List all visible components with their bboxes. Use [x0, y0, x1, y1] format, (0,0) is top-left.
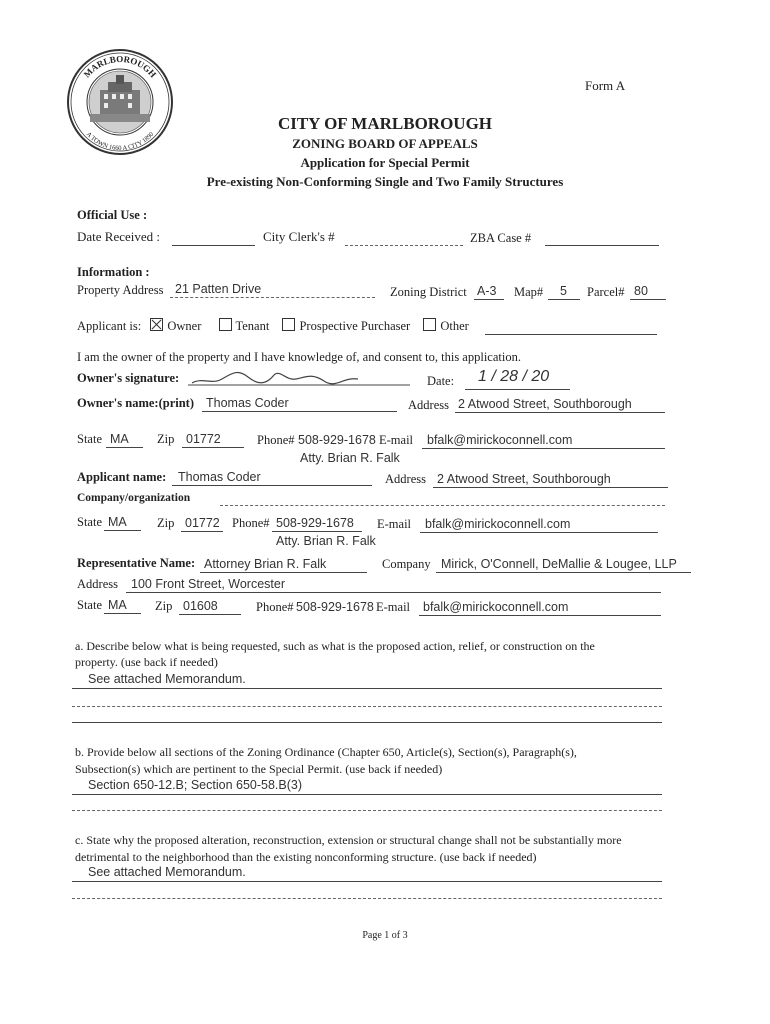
- question-a-answer[interactable]: See attached Memorandum.: [88, 672, 246, 686]
- svg-text:MARLBOROUGH: MARLBOROUGH: [81, 53, 159, 80]
- owner-email-line: [422, 448, 665, 449]
- question-a-line-1: [72, 688, 662, 689]
- representative-address-label: Address: [77, 577, 118, 591]
- page-number: Page 1 of 3: [362, 930, 408, 941]
- question-a-line-2: [72, 706, 662, 707]
- question-a-text-line1: a. Describe below what is being requested, such as what is the proposed action, relief, or construction on the: [75, 639, 595, 653]
- owner-name-label: Owner's name:(print): [77, 396, 194, 410]
- zoning-district-label: Zoning District: [390, 285, 467, 299]
- official-use-heading: Official Use :: [77, 208, 148, 222]
- city-clerk-label: City Clerk's #: [263, 229, 335, 244]
- representative-company-value[interactable]: Mirick, O'Connell, DeMallie & Lougee, LLP: [441, 557, 677, 571]
- owner-zip-value[interactable]: 01772: [186, 432, 221, 446]
- city-clerk-field[interactable]: [345, 245, 463, 246]
- date-received-label: Date Received :: [77, 229, 161, 244]
- city-title: CITY OF MARLBOROUGH: [277, 114, 493, 133]
- owner-signature[interactable]: [188, 363, 413, 389]
- representative-phone-label: Phone#: [256, 600, 294, 614]
- application-title: Application for Special Permit: [300, 155, 470, 170]
- applicant-phone-label: Phone#: [232, 516, 270, 530]
- zoning-district-line: [474, 299, 504, 300]
- property-address-value[interactable]: 21 Patten Drive: [175, 282, 262, 296]
- applicant-name-value[interactable]: Thomas Coder: [178, 470, 261, 484]
- parcel-label: Parcel#: [587, 285, 625, 299]
- representative-state-label: State: [77, 598, 102, 612]
- property-address-line: [170, 297, 375, 298]
- question-c-line-1: [72, 881, 662, 882]
- owner-state-label: State: [77, 432, 102, 446]
- question-c-text-line1: c. State why the proposed alteration, reconstruction, extension or structural change shall not be substantially more: [75, 833, 622, 847]
- map-label: Map#: [514, 285, 544, 299]
- question-a-line-3: [72, 722, 662, 723]
- map-value[interactable]: 5: [560, 284, 567, 298]
- owner-option-label: Owner: [167, 319, 202, 333]
- applicant-phone-value[interactable]: 508-929-1678: [276, 516, 354, 530]
- board-title: ZONING BOARD OF APPEALS: [292, 136, 478, 151]
- representative-state-line: [104, 613, 141, 614]
- owner-date-value[interactable]: 1 / 28 / 20: [478, 368, 550, 385]
- representative-email-value[interactable]: bfalk@mirickoconnell.com: [423, 600, 569, 614]
- applicant-phone-line: [272, 531, 362, 532]
- owner-checkbox[interactable]: [150, 318, 163, 331]
- applicant-state-label: State: [77, 515, 102, 529]
- form-subtitle: Pre-existing Non-Conforming Single and Two Family Structures: [206, 174, 564, 189]
- applicant-is-label: Applicant is:: [77, 319, 142, 333]
- owner-date-label: Date:: [427, 374, 455, 388]
- representative-company-label: Company: [382, 557, 431, 571]
- question-b-answer[interactable]: Section 650-12.B; Section 650-58.B(3): [88, 778, 303, 792]
- owner-zip-label: Zip: [157, 432, 175, 446]
- representative-company-line: [436, 572, 691, 573]
- applicant-state-value[interactable]: MA: [108, 515, 127, 529]
- other-option-label: Other: [440, 319, 469, 333]
- form-label: Form A: [585, 78, 626, 93]
- property-address-label: Property Address: [77, 283, 164, 297]
- representative-address-line: [126, 592, 661, 593]
- owner-phone-label: Phone#: [257, 433, 295, 447]
- owner-consent-statement: I am the owner of the property and I have knowledge of, and consent to, this application.: [77, 350, 521, 364]
- applicant-state-line: [104, 530, 141, 531]
- representative-name-line: [200, 572, 367, 573]
- representative-zip-label: Zip: [155, 599, 173, 613]
- question-c-text-line2: detrimental to the neighborhood than the existing nonconforming structure. (use back if needed): [75, 850, 537, 864]
- applicant-address-line: [433, 487, 668, 488]
- svg-text:A TOWN 1660 A CITY 1890: A TOWN 1660 A CITY 1890: [84, 130, 156, 153]
- applicant-atty-note: Atty. Brian R. Falk: [276, 534, 376, 548]
- applicant-name-line: [172, 485, 372, 486]
- question-b-text-line2: Subsection(s) which are pertinent to the Special Permit. (use back if needed): [75, 762, 443, 776]
- zoning-district-value[interactable]: A-3: [477, 284, 497, 298]
- prospective-purchaser-checkbox[interactable]: [282, 318, 295, 331]
- owner-date-line: [465, 389, 570, 390]
- question-c-answer[interactable]: See attached Memorandum.: [88, 865, 246, 879]
- owner-email-value[interactable]: bfalk@mirickoconnell.com: [427, 433, 573, 447]
- parcel-line: [630, 299, 666, 300]
- zba-case-field[interactable]: [545, 245, 659, 246]
- owner-zip-line: [182, 447, 244, 448]
- applicant-name-label: Applicant name:: [77, 470, 167, 484]
- owner-address-value[interactable]: 2 Atwood Street, Southborough: [458, 397, 632, 411]
- prospective-purchaser-option-label: Prospective Purchaser: [299, 319, 411, 333]
- owner-address-label: Address: [408, 398, 449, 412]
- date-received-field[interactable]: [172, 245, 255, 246]
- tenant-checkbox[interactable]: [219, 318, 232, 331]
- other-checkbox[interactable]: [423, 318, 436, 331]
- company-organization-field[interactable]: [220, 505, 665, 506]
- parcel-value[interactable]: 80: [634, 284, 648, 298]
- applicant-email-label: E-mail: [377, 517, 412, 531]
- applicant-is-row: [77, 318, 469, 334]
- owner-email-label: E-mail: [379, 433, 414, 447]
- tenant-option-label: Tenant: [235, 319, 270, 333]
- owner-state-line: [106, 447, 143, 448]
- representative-address-value[interactable]: 100 Front Street, Worcester: [131, 577, 285, 591]
- map-line: [548, 299, 580, 300]
- information-heading: Information :: [77, 265, 150, 279]
- owner-name-line: [202, 411, 397, 412]
- applicant-address-label: Address: [385, 472, 426, 486]
- other-field[interactable]: [485, 334, 657, 335]
- question-b-line-2: [72, 810, 662, 811]
- applicant-zip-value[interactable]: 01772: [185, 516, 220, 530]
- representative-zip-value[interactable]: 01608: [183, 599, 218, 613]
- owner-signature-label: Owner's signature:: [77, 371, 180, 385]
- representative-state-value[interactable]: MA: [108, 598, 127, 612]
- owner-address-line: [455, 412, 665, 413]
- question-c-line-2: [72, 898, 662, 899]
- question-a-text-line2: property. (use back if needed): [75, 655, 218, 669]
- applicant-zip-line: [181, 531, 223, 532]
- representative-name-value[interactable]: Attorney Brian R. Falk: [204, 557, 327, 571]
- applicant-email-value[interactable]: bfalk@mirickoconnell.com: [425, 517, 571, 531]
- representative-email-line: [419, 615, 661, 616]
- question-b-line-1: [72, 794, 662, 795]
- owner-state-value[interactable]: MA: [110, 432, 129, 446]
- question-b-text-line1: b. Provide below all sections of the Zoning Ordinance (Chapter 650, Article(s), Section(s), Paragraph(s),: [75, 745, 577, 759]
- company-organization-label: Company/organization: [77, 492, 191, 504]
- applicant-email-line: [420, 532, 658, 533]
- representative-zip-line: [179, 614, 241, 615]
- representative-phone-value[interactable]: 508-929-1678: [296, 600, 374, 614]
- owner-atty-note: Atty. Brian R. Falk: [300, 451, 400, 465]
- representative-email-label: E-mail: [376, 600, 411, 614]
- applicant-zip-label: Zip: [157, 516, 175, 530]
- owner-name-value[interactable]: Thomas Coder: [206, 396, 289, 410]
- owner-phone-value[interactable]: 508-929-1678: [298, 433, 376, 447]
- applicant-address-value[interactable]: 2 Atwood Street, Southborough: [437, 472, 611, 486]
- representative-name-label: Representative Name:: [77, 556, 196, 570]
- zba-case-label: ZBA Case #: [470, 231, 532, 245]
